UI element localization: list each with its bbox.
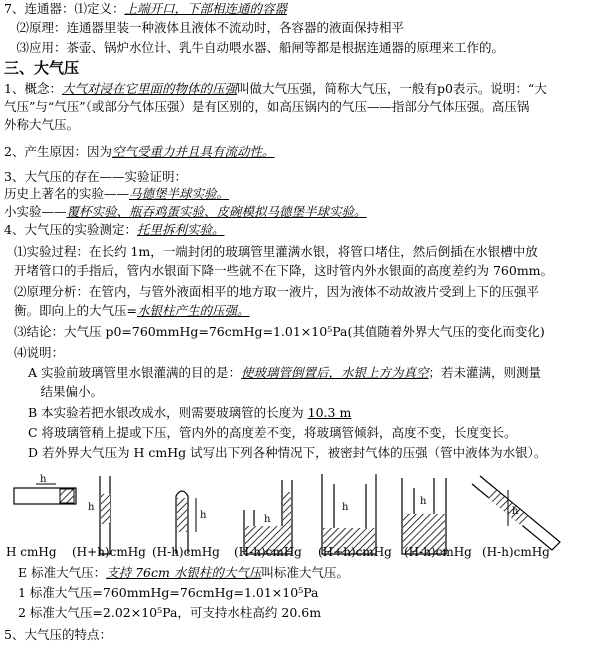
figure-5 [322,474,376,554]
line-standard-pressure: E 标准大气压：支持 76cm 水银柱的大气压叫标准大气压。 [18,565,349,580]
svg-text:h: h [420,496,427,507]
svg-text:h: h [264,514,271,525]
svg-text:h: h [512,506,519,517]
line-note-b: B 本实验若把水银改成水，则需要玻璃管的长度为 10.3 m [28,405,352,420]
line-analysis-1: ⑵原理分析：在管内，与管外液面相平的地方取一液片，因为液体不动故液片受到上下的压强平 [14,284,540,299]
line-standard-2: 2 标准大气压=2.02×10⁵Pa，可支持水柱高约 20.6m [18,605,322,620]
line-note-c: C 将玻璃管稍上提或下压，管内外的高度差不变，将玻璃管倾斜，高度不变，长度变长。 [28,425,517,440]
line-concept-2: 气压”与“气压”（或部分气体压强）是有区别的，如高压锅内的气压——指部分气体压强。高压锅 [4,99,530,114]
line-note-a-2: 结果偏小。 [28,384,104,399]
figure-label-5: (H+h)cmHg [318,545,392,559]
figure-label-7: (H-h)cmHg [482,545,550,559]
svg-text:h: h [200,510,207,521]
svg-text:h: h [88,502,95,513]
figure-7 [472,476,560,550]
line-features: 5、大气压的特点： [4,627,112,642]
line-standard-1: 1 标准大气压=760mmHg=76cmHg=1.01×10⁵Pa [18,585,319,600]
line-process-1: ⑴实验过程：在长约 1m，一端封闭的玻璃管里灌满水银，将管口堵住，然后倒插在水银槽中放 [14,244,538,259]
line-concept: 1、概念：大气对浸在它里面的物体的压强叫做大气压强，简称大气压，一般有p0表示。说明：“大 [4,81,547,96]
line-existence: 3、大气压的存在——实验证明： [4,169,187,184]
figure-4 [244,480,292,554]
figure-label-3: (H-h)cmHg [152,545,220,559]
figure-1 [14,474,76,504]
line-note-a: A 实验前玻璃管里水银灌满的目的是：使玻璃管倒置后，水银上方为真空；若未灌满，则测量 [28,365,542,380]
line-concept-3: 外称大气压。 [4,117,80,132]
line-small-experiment: 小实验——覆杯实验、瓶吞鸡蛋实验、皮碗模拟马德堡半球实验。 [4,204,367,219]
line-analysis-2: 衡。即向上的大气压=水银柱产生的压强。 [14,303,250,318]
line-conclusion: ⑶结论：大气压 p0=760mmHg=76cmHg=1.01×10⁵Pa(其值随着外界大气压的变化而变化) [14,324,545,339]
figure-label-1: H cmHg [6,545,57,559]
line-measurement: 4、大气压的实验测定：托里拆利实验。 [4,222,225,237]
figure-2 [88,476,110,554]
svg-text:h: h [40,474,47,485]
line-notes: ⑷说明： [14,345,65,360]
figure-6 [402,478,446,554]
line-cause: 2、产生原因：因为空气受重力并且具有流动性。 [4,144,275,159]
svg-text:h: h [342,502,349,513]
figure-label-2: (H+h)cmHg [72,545,146,559]
figure-label-4: (H-h)cmHg [234,545,302,559]
line-process-2: 开堵管口的手指后，管内水银面下降一些就不在下降，这时管内外水银面的高度差约为 760mm。 [14,263,554,278]
line-famous-experiment: 历史上著名的实验——马德堡半球实验。 [4,186,230,201]
line-connector-principle: ⑵原理：连通器里装一种液体且液体不流动时，各容器的液面保持相平 [4,20,405,35]
line-note-d: D 若外界大气压为 H cmHg 试写出下列各种情况下，被密封气体的压强（管中液体为水银）。 [28,445,547,460]
line-connector-def: 7、连通器：⑴定义：上端开口，下部相连通的容器 [4,1,287,16]
figure-label-6: (H-h)cmHg [404,545,472,559]
section-heading: 三、大气压 [4,59,80,77]
line-connector-application: ⑶应用：茶壶、锅炉水位计、乳牛自动喂水器、船闸等都是根据连通器的原理来工作的。 [4,40,505,55]
